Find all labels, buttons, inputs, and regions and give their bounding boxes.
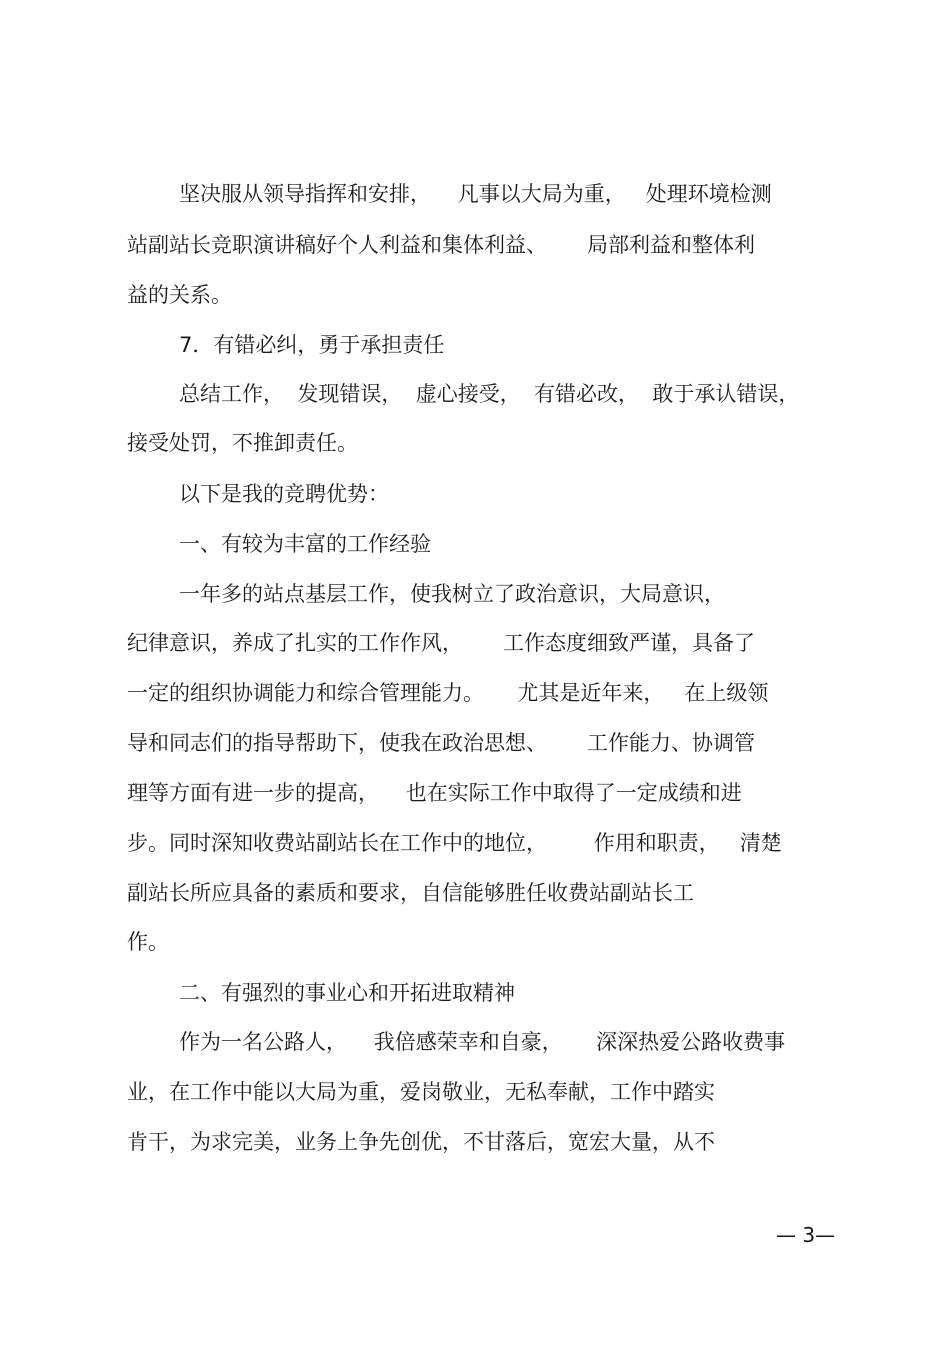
section-heading: 7．有错必纠，勇于承担责任 — [179, 333, 445, 357]
text-line: 作。 — [127, 930, 169, 954]
page-number: — 3— — [776, 1223, 836, 1247]
section-heading: 二、有强烈的事业心和开拓进取精神 — [179, 981, 515, 1005]
text-line: 业，在工作中能以大局为重，爱岗敬业，无私奉献，工作中踏实 — [127, 1080, 715, 1104]
text-line: 以下是我的竞聘优势： — [179, 482, 389, 506]
text-line: 作为一名公路人， 我倍感荣幸和自豪， 深深热爱公路收费事 — [179, 1030, 786, 1054]
text-line: 副站长所应具备的素质和要求，自信能够胜任收费站副站长工 — [127, 881, 694, 905]
text-line: 肯干，为求完美，业务上争先创优，不甘落后，宽宏大量，从不 — [127, 1130, 715, 1154]
section-heading: 一、有较为丰富的工作经验 — [179, 532, 431, 556]
text-line: 步。同时深知收费站副站长在工作中的地位， 作用和职责， 清楚 — [127, 831, 782, 855]
text-line: 坚决服从领导指挥和安排， 凡事以大局为重， 处理环境检测 — [179, 182, 772, 206]
text-line: 导和同志们的指导帮助下，使我在政治思想、 工作能力、协调管 — [127, 731, 756, 755]
text-line: 一定的组织协调能力和综合管理能力。 尤其是近年来， 在上级领 — [127, 681, 769, 705]
text-line: 益的关系。 — [127, 283, 232, 307]
text-line: 纪律意识，养成了扎实的工作作风， 工作态度细致严谨，具备了 — [127, 631, 756, 655]
text-line: 接受处罚，不推卸责任。 — [127, 431, 358, 455]
text-line: 总结工作， 发现错误， 虚心接受， 有错必改， 敢于承认错误， — [179, 382, 800, 406]
text-line: 理等方面有进一步的提高， 也在实际工作中取得了一定成绩和进 — [127, 781, 742, 805]
text-line: 站副站长竞职演讲稿好个人利益和集体利益、 局部利益和整体利 — [127, 233, 756, 257]
text-line: 一年多的站点基层工作，使我树立了政治意识，大局意识， — [179, 582, 725, 606]
